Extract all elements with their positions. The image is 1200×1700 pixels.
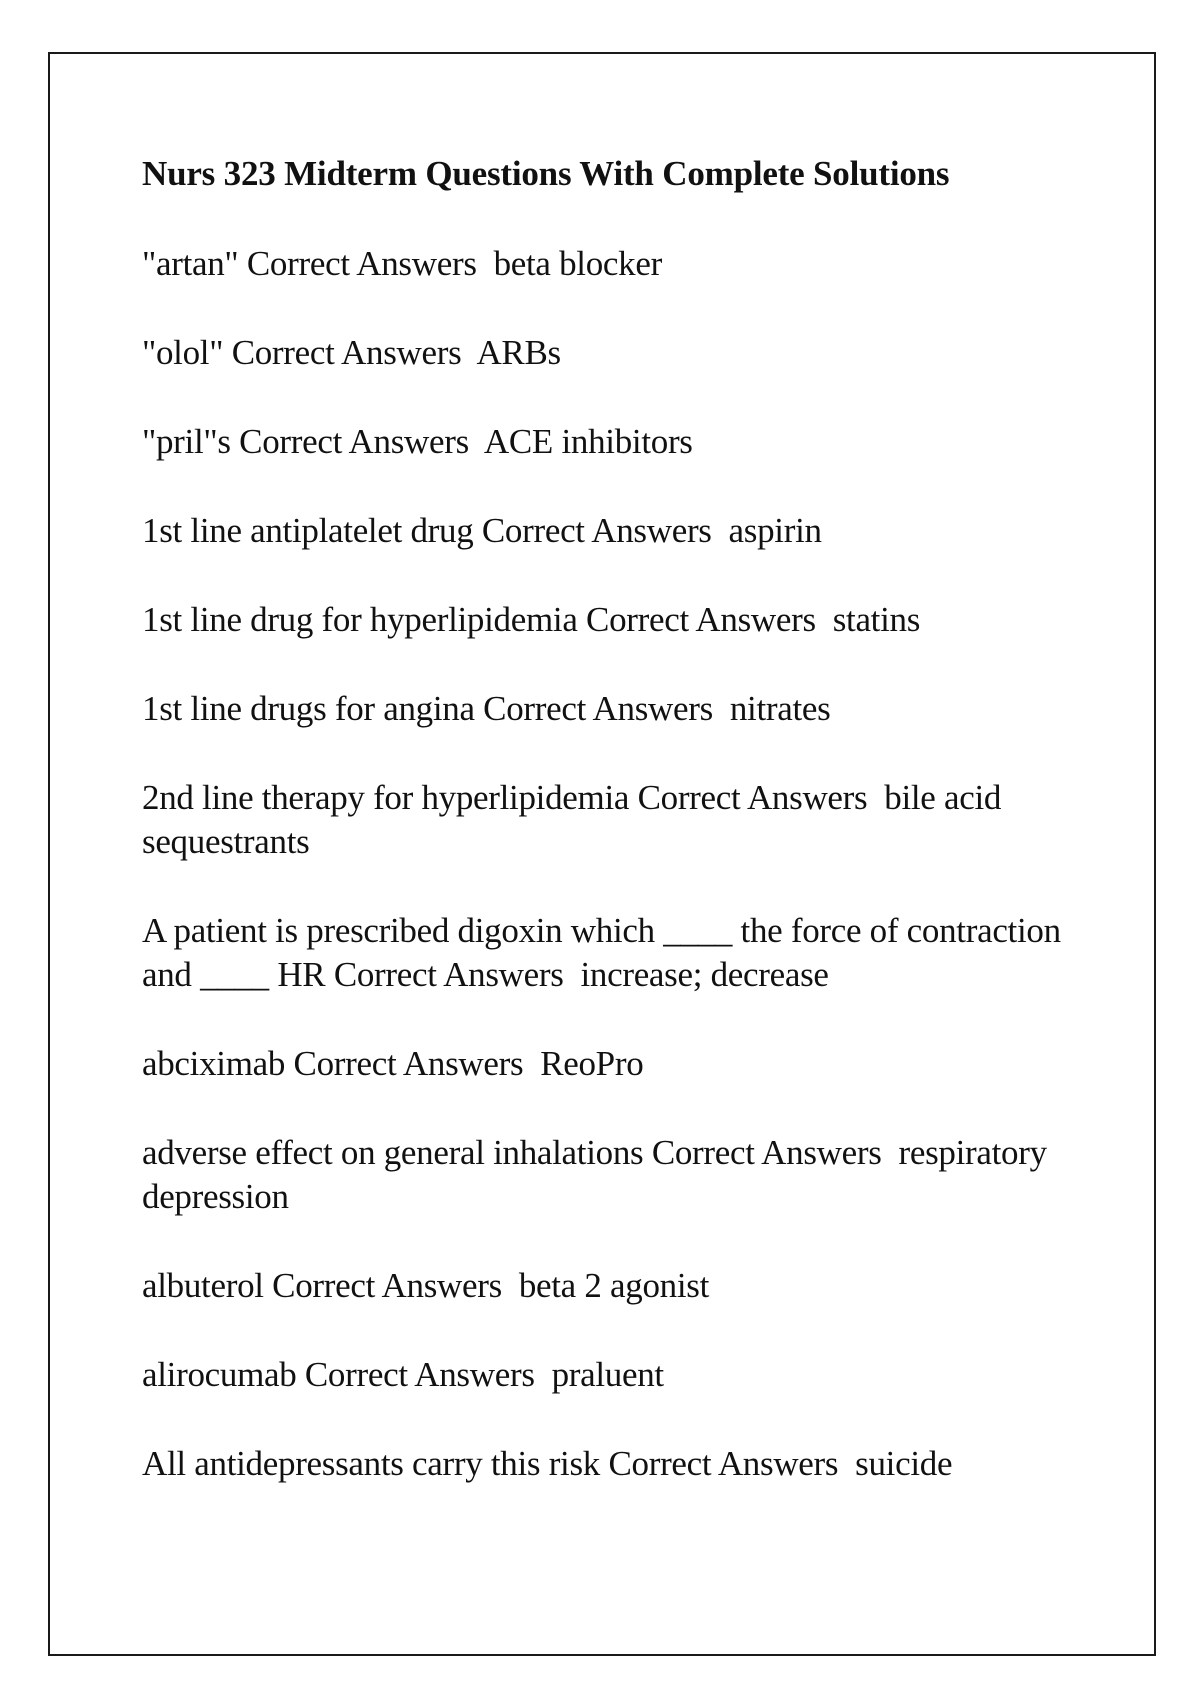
question-text: "olol" xyxy=(142,333,224,372)
question-text: 1st line antiplatelet drug xyxy=(142,511,474,550)
question-text: 1st line drugs for angina xyxy=(142,689,475,728)
qa-item xyxy=(142,1442,1072,1486)
qa-list xyxy=(142,242,1072,1486)
qa-item xyxy=(142,420,1072,464)
answer-label: Correct Answers xyxy=(231,333,462,372)
answer-label: Correct Answers xyxy=(481,511,712,550)
qa-item xyxy=(142,687,1072,731)
qa-item xyxy=(142,509,1072,553)
answer-label: Correct Answers xyxy=(239,422,469,461)
question-text: 2nd line therapy for hyperlipidemia xyxy=(142,778,630,817)
answer-text: statins xyxy=(832,600,921,639)
answer-text: respiratory depression xyxy=(142,1133,1056,1216)
answer-label: Correct Answers xyxy=(304,1355,535,1394)
qa-item xyxy=(142,1042,1072,1086)
question-text: "artan" xyxy=(142,244,239,283)
answer-text: ReoPro xyxy=(540,1044,644,1083)
answer-text: suicide xyxy=(855,1444,953,1483)
qa-item xyxy=(142,242,1072,286)
question-text: All antidepressants carry this risk xyxy=(142,1444,601,1483)
answer-label: Correct Answers xyxy=(637,778,868,817)
answer-text: bile acid sequestrants xyxy=(142,778,1010,861)
question-text: "pril"s xyxy=(142,422,231,461)
answer-text: beta blocker xyxy=(493,244,662,283)
answer-label: Correct Answers xyxy=(651,1133,882,1172)
question-text: 1st line drug for hyperlipidemia xyxy=(142,600,578,639)
answer-label: Correct Answers xyxy=(608,1444,839,1483)
question-text: albuterol xyxy=(142,1266,264,1305)
answer-text: beta 2 agonist xyxy=(518,1266,710,1305)
answer-text: praluent xyxy=(551,1355,664,1394)
qa-item xyxy=(142,909,1072,997)
document-content xyxy=(142,152,1072,1531)
qa-item xyxy=(142,1264,1072,1308)
document-title: Nurs 323 Midterm Questions With Complete Solutions xyxy=(142,154,950,193)
answer-text: increase; decrease xyxy=(580,955,829,994)
answer-text: ARBs xyxy=(476,333,561,372)
answer-label: Correct Answers xyxy=(586,600,816,639)
answer-text: aspirin xyxy=(728,511,822,550)
qa-item xyxy=(142,1131,1072,1219)
answer-label: Correct Answers xyxy=(246,244,477,283)
question-text: abciximab xyxy=(142,1044,286,1083)
question-text: adverse effect on general inhalations xyxy=(142,1133,644,1172)
qa-item xyxy=(142,331,1072,375)
answer-label: Correct Answers xyxy=(333,955,564,994)
answer-text: nitrates xyxy=(729,689,831,728)
qa-item xyxy=(142,776,1072,864)
answer-label: Correct Answers xyxy=(293,1044,524,1083)
answer-label: Correct Answers xyxy=(272,1266,502,1305)
qa-item xyxy=(142,1353,1072,1397)
question-text: A patient is prescribed digoxin which ____ the force of contraction and ____ HR xyxy=(142,911,1070,994)
answer-label: Correct Answers xyxy=(483,689,713,728)
answer-text: ACE inhibitors xyxy=(483,422,693,461)
qa-item xyxy=(142,598,1072,642)
question-text: alirocumab xyxy=(142,1355,297,1394)
